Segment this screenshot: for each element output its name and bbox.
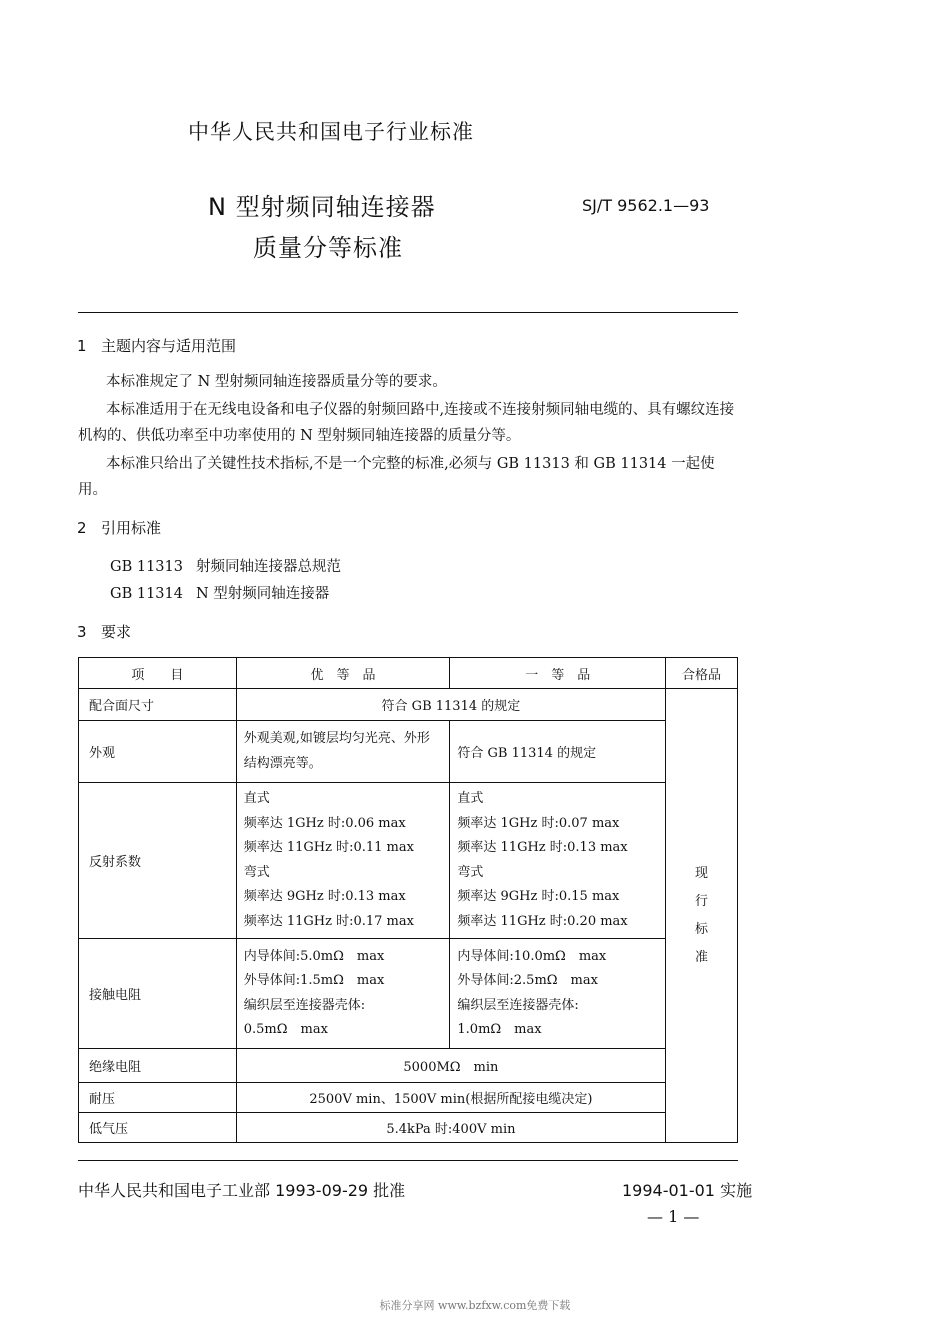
section-3-heading [77,621,131,642]
watermark-text: 标准分享网 www.bzfxw.com免费下载 [379,1299,571,1312]
section-number: 3 [77,623,87,641]
section-title: 要求 [101,623,132,641]
implementation-date: 1994-01-01 实施 [622,1181,753,1200]
section-number: 1 [77,337,87,355]
qualified-cell [666,689,738,1143]
section-1-heading [77,335,236,356]
cell-premium [236,721,450,783]
cell-line: 编织层至连接器壳体: [243,997,366,1013]
cell-line: 内导体间:10.0mΩ max [457,948,607,964]
cell-value: 5000MΩ min [236,1049,665,1083]
qualified-char: 现 [695,865,709,881]
header-item: 项 目 [79,658,237,689]
row-label: 外观 [79,721,237,783]
table-row [79,783,738,939]
cell-line: 直式 [243,791,270,806]
table-row [79,721,738,783]
header-first-class: 一 等 品 [450,658,666,689]
document-title-line2: 质量分等标准 [253,234,403,262]
table-header-row [79,658,738,689]
reference-name: N 型射频同轴连接器 [196,586,330,602]
cell-line: 频率达 9GHz 时:0.15 max [457,889,620,904]
cell-line: 外观美观,如镀层均匀光亮、外形 [243,731,430,746]
cell-line: 频率达 11GHz 时:0.13 max [457,840,628,855]
cell-line: 频率达 1GHz 时:0.07 max [457,815,620,831]
section-1-paragraph-3 [78,451,740,503]
reference-code: GB 11313 [110,559,183,575]
table-row [79,1049,738,1083]
cell-line: 1.0mΩ max [457,1022,542,1037]
cell-value: 符合 GB 11314 的规定 [236,689,665,721]
section-1-paragraph-1 [78,369,740,395]
cell-value: 2500V min、1500V min(根据所配接电缆决定) [236,1083,665,1113]
qualified-char: 行 [695,893,709,909]
section-number: 2 [77,519,87,537]
cell-line: 弯式 [457,864,484,880]
cell-line: 结构漂亮等。 [243,755,322,771]
qualified-char: 准 [695,949,709,965]
cell-value: 5.4kPa 时:400V min [236,1113,665,1143]
cell-line: 外导体间:1.5mΩ max [243,973,385,988]
header-premium: 优 等 品 [236,658,450,689]
row-label: 耐压 [79,1083,237,1113]
section-2-heading [77,517,161,538]
reference-item [110,555,341,576]
cell-line: 内导体间:5.0mΩ max [243,948,385,964]
cell-line: 外导体间:2.5mΩ max [457,973,598,988]
section-title: 引用标准 [101,519,162,537]
section-title: 主题内容与适用范围 [101,337,237,355]
header-divider [78,312,738,313]
header-qualified: 合格品 [666,658,738,689]
cell-line: 频率达 11GHz 时:0.20 max [457,913,628,929]
footer-divider [78,1160,738,1161]
requirements-table [78,657,738,1143]
row-label: 反射系数 [79,783,237,939]
issuing-organization: 中华人民共和国电子行业标准 [188,120,474,144]
cell-premium [236,939,450,1049]
paragraph-text: 本标准只给出了关键性技术指标,不是一个完整的标准,必须与 GB 11313 和 GB 11314 一起使用。 [78,456,715,498]
section-1-paragraph-2 [78,397,740,449]
reference-item [110,582,329,603]
cell-line: 频率达 11GHz 时:0.11 max [243,840,414,855]
cell-line: 弯式 [243,864,270,880]
cell-line: 频率达 11GHz 时:0.17 max [243,913,414,929]
table-row [79,1113,738,1143]
standard-number: SJ/T 9562.1—93 [582,196,710,215]
cell-line: 频率达 1GHz 时:0.06 max [243,815,406,831]
reference-name: 射频同轴连接器总规范 [196,559,341,575]
cell-premium [236,783,450,939]
qualified-char: 标 [695,921,709,937]
paragraph-text: 本标准规定了 N 型射频同轴连接器质量分等的要求。 [106,374,447,390]
reference-code: GB 11314 [110,586,183,602]
table-row [79,689,738,721]
document-title-line1: N 型射频同轴连接器 [208,193,436,221]
cell-first-class: 符合 GB 11314 的规定 [450,721,666,783]
cell-line: 编织层至连接器壳体: [457,997,579,1013]
cell-first-class [450,783,666,939]
table-row [79,939,738,1049]
cell-first-class [450,939,666,1049]
row-label: 配合面尺寸 [79,689,237,721]
page-number: — 1 — [647,1207,700,1226]
cell-line: 频率达 9GHz 时:0.13 max [243,889,406,904]
row-label: 绝缘电阻 [79,1049,237,1083]
table-row [79,1083,738,1113]
approval-note: 中华人民共和国电子工业部 1993-09-29 批准 [78,1181,406,1200]
cell-line: 直式 [457,791,484,806]
cell-line: 0.5mΩ max [243,1022,328,1037]
row-label: 接触电阻 [79,939,237,1049]
paragraph-text: 本标准适用于在无线电设备和电子仪器的射频回路中,连接或不连接射频同轴电缆的、具有螺纹连接机构的、供低功率至中功率使用的 N 型射频同轴连接器的质量分等。 [78,402,735,444]
row-label: 低气压 [79,1113,237,1143]
